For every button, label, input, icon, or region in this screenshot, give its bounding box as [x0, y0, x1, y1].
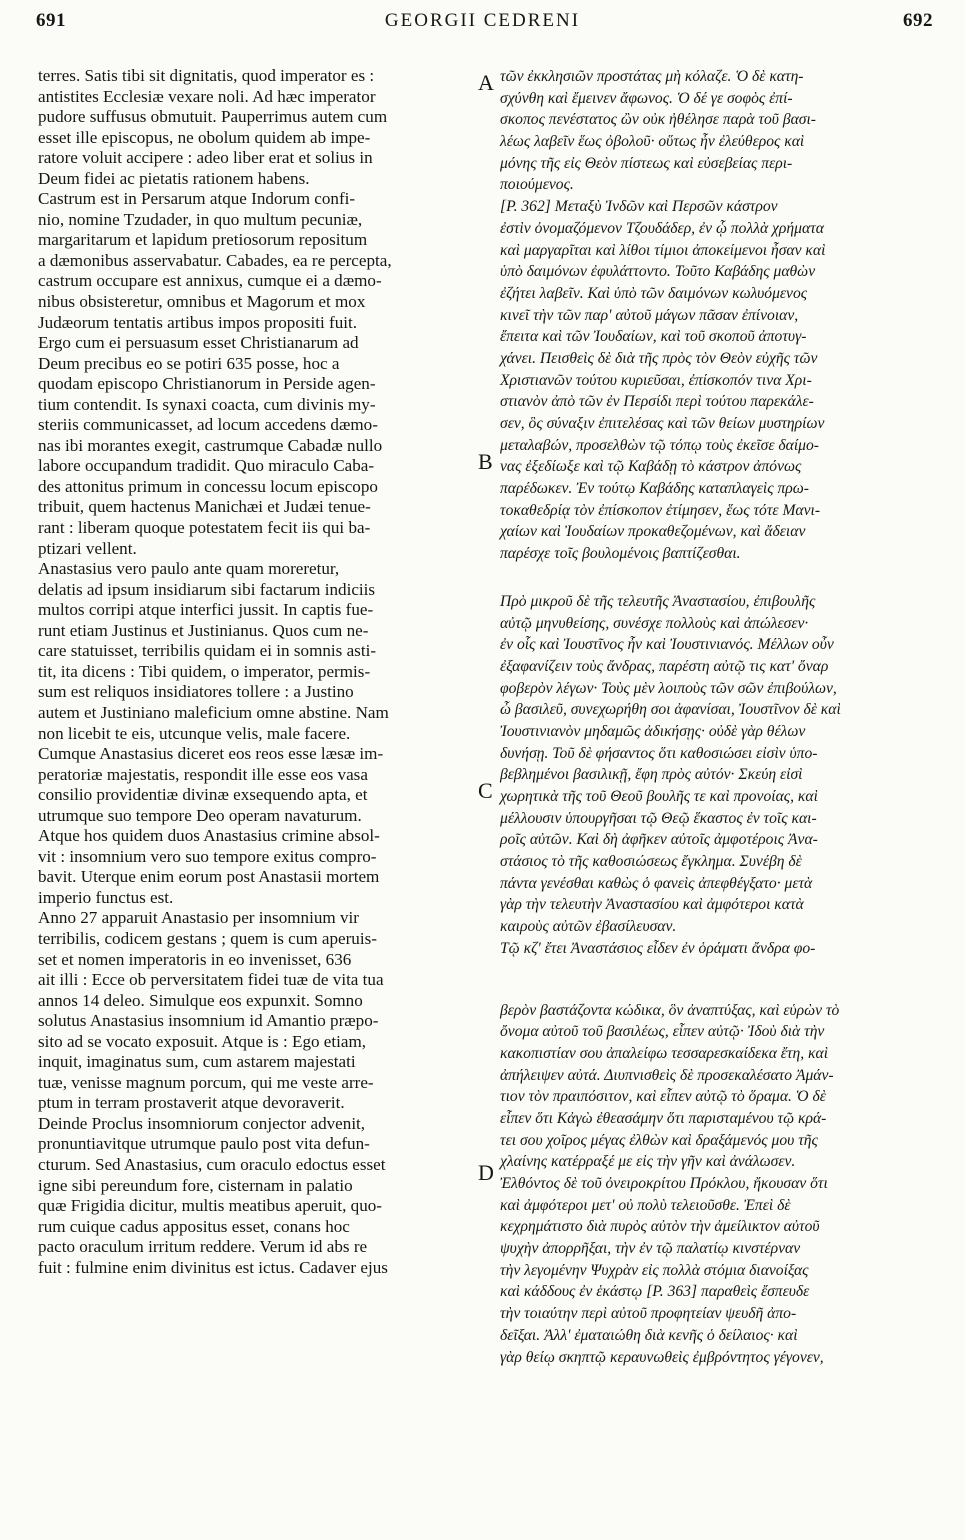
latin-text-line: terribilis, codicem gestans ; quem is cum aperuis- [38, 928, 377, 948]
latin-text-line: multos corripi atque interfici jussit. In captis fue- [38, 600, 374, 620]
latin-text-line: Cumque Anastasius diceret eos reos esse læsæ im- [38, 744, 384, 764]
margin-marker-b: B [478, 449, 493, 474]
latin-text-line: peratoriæ majestatis, respondit ille esse eos vasa [38, 764, 368, 784]
latin-text-line: Ergo cum ei persuasum esset Christianarum ad [38, 333, 359, 353]
latin-text-line: utrumque suo tempore Deo operam navaturum. [38, 805, 362, 825]
greek-text-line: νας ἐξεδίωξε καὶ τῷ Καβάδῃ τὸ κάστρον ἀπόνως [500, 458, 802, 476]
latin-text-line: ratore voluit accipere : adeo liber erat et solius in [38, 148, 373, 168]
latin-text-line: quæ Frigidia dicitur, multis meatibus aperuit, quo- [38, 1196, 382, 1216]
greek-text-line: παρέδωκεν. Ἐν τούτῳ Καβάδης καταπλαγεὶς πρω- [500, 480, 809, 498]
latin-text-line: care statuisset, terribilis quidam ei in somnis asti- [38, 641, 377, 661]
greek-text-line: καὶ μαργαρῖται καὶ λίθοι τίμιοι ἀποκείμενοι ἦσαν καὶ [500, 241, 826, 259]
paragraph-gap [500, 960, 930, 1000]
latin-text-line: esset ille episcopus, ne obolum quidem ab impe- [38, 127, 371, 147]
latin-text-line: autem et Justiniano maleficium omne abstine. Nam [38, 702, 389, 722]
latin-text-line: imperio functus est. [38, 887, 174, 907]
greek-text-line: ὑπὸ δαιμόνων ἐφυλάττοντο. Τοῦτο Καβάδης μαθὼν [500, 263, 816, 281]
greek-text-line: ἐζήτει λαβεῖν. Καὶ ὑπὸ τῶν δαιμόνων κωλυόμενος [500, 284, 808, 302]
greek-text-line: ἔπειτα καὶ τῶν Ἰουδαίων, καὶ τοῦ σκοποῦ ἀποτυγ- [500, 328, 807, 346]
latin-text-line: nio, nomine Tzudader, in quo multum pecuniæ, [38, 209, 363, 229]
greek-text-line: ὄνομα αὐτοῦ τοῦ βασιλέως, εἶπεν αὐτῷ· Ἰδοὺ διὰ τὴν [500, 1023, 825, 1041]
latin-text-line: bavit. Uterque enim eorum post Anastasii mortem [38, 867, 380, 887]
latin-text-line: delatis ad ipsum insidiarum sibi factarum indiciis [38, 579, 376, 599]
latin-text-line: annos 14 deleo. Simulque eos expunxit. Somno [38, 990, 363, 1010]
greek-text-line: ποιούμενος. [500, 176, 574, 194]
greek-column [500, 66, 930, 1368]
latin-text-line: labore occupandum tradidit. Quo miraculo Caba- [38, 456, 375, 476]
latin-text-line: Judæorum tentatis artibus impos propositi fuit. [38, 312, 358, 332]
latin-text-line: a dæmonibus asservabatur. Cabades, ea re percepta, [38, 250, 392, 270]
latin-text-line: pronuntiavitque utrumque paulo post vita defun- [38, 1134, 370, 1154]
latin-text-line: consilio providentiæ divinæ exsequendo apta, et [38, 785, 368, 805]
greek-text-line: δυνήσῃ. Τοῦ δὲ φήσαντος ὅτι καθοσιώσει εἰσὶν ὑπο- [500, 744, 818, 762]
latin-text-line: antistites Ecclesiæ vexare noli. Ad hæc imperator [38, 86, 376, 106]
latin-text-line: set et nomen imperatoris in eo invenisset, 636 [38, 949, 352, 969]
latin-text-line: tium contendit. Is synaxi coacta, cum divinis my- [38, 394, 376, 414]
greek-text-line: δεῖξαι. Ἀλλ' ἐματαιώθη διὰ κενῆς ὁ δείλαιος· καὶ [500, 1326, 798, 1344]
latin-text-line: nibus obsisteretur, omnibus et Magorum et mox [38, 292, 366, 312]
latin-text-line: vit : insomnium vero suo tempore exitus compro- [38, 846, 377, 866]
page-number-right: 692 [903, 10, 933, 31]
page-number-left: 691 [36, 10, 66, 31]
greek-text-line: ψυχὴν ἀπορρῆξαι, τὴν ἐν τῷ παλατίῳ κινστέρναν [500, 1240, 801, 1258]
greek-text-line: Ἐλθόντος δὲ τοῦ ὀνειροκρίτου Πρόκλου, ἤκουσαν ὅτι [500, 1175, 828, 1192]
greek-text-line: μεταλαβών, προσελθὼν τῷ τόπῳ τοὺς ἐκεῖσε δαίμο- [500, 436, 819, 454]
greek-text-line: ὦ βασιλεῦ, συνεχωρήθη σοι ἀφανίσαι, Ἰουστῖνον δὲ καὶ [500, 701, 841, 719]
greek-text-line: μέλλουσιν ὑπουργῆσαι τῷ Θεῷ ἕκαστος ἐν τοῖς και- [500, 809, 817, 827]
greek-text-line: στιανὸν ἀπὸ τῶν ἐν Περσίδι περὶ τούτου παρεκάλε- [500, 393, 814, 411]
greek-text-line: ἐστὶν ὀνομαζόμενον Τζουδάδερ, ἐν ᾧ πολλὰ χρήματα [500, 219, 824, 237]
greek-text-line: Πρὸ μικροῦ δὲ τῆς τελευτῆς Ἀναστασίου, ἐπιβουλῆς [500, 592, 816, 610]
greek-text-line: Ἰουστινιανὸν μηδαμῶς ἀδικήσῃς· οὐδὲ γὰρ θέλων [500, 722, 806, 740]
latin-text-line: nas ibi morantes exegit, castrumque Cabadæ nullo [38, 435, 383, 455]
latin-text-line: Deum fidei ac pietatis rationem habens. [38, 168, 310, 188]
greek-text-line: κινεῖ τὴν τῶν παρ' αὐτοῦ μάγων πᾶσαν ἐπίνοιαν, [500, 306, 799, 324]
greek-text-line: ἐξαφανίζειν τοὺς ἄνδρας, παρέστη αὐτῷ τις κατ' ὄναρ [500, 657, 829, 675]
latin-text-line: des attonitus primum in concessu locum episcopo [38, 476, 378, 496]
greek-text-line: Χριστιανῶν τούτου κυριεῦσαι, ἐπίσκοπόν τινα Χρι- [500, 371, 812, 389]
latin-text-line: tribuit, quem hactenus Manichæi et Judæi tenue- [38, 497, 371, 517]
latin-text-line: sum est reliquos insidiatores tollere : a Justino [38, 682, 354, 702]
greek-text-line: χαίων καὶ Ἰουδαίων προκαθεζομένων, καὶ ἄδειαν [500, 523, 806, 541]
greek-text-line: χλαίνης κατέρραξέ με εἰς τὴν γῆν καὶ ἀνάλωσεν. [500, 1153, 796, 1171]
greek-text-line: χωρητικὰ τῆς τοῦ Θεοῦ βουλῆς τε καὶ προνοίας, καὶ [500, 788, 818, 805]
greek-text-line: τει σου χοῖρος μέγας ἐλθὼν καὶ δραξάμενός μου τῆς [500, 1131, 818, 1149]
latin-text-line: Deinde Proclus insomniorum conjector advenit, [38, 1113, 366, 1133]
latin-text-line: ptizari vellent. [38, 538, 137, 558]
greek-text-line: καὶ κάδδους ἐν ἑκάστῳ [P. 363] παραθεὶς ἔσπευδε [500, 1283, 810, 1301]
greek-text-line: Τῷ κζ' ἔτει Ἀναστάσιος εἶδεν ἐν ὁράματι ἄνδρα φο- [500, 939, 816, 957]
latin-text-line: tuæ, venisse magnum porcum, qui me veste arre- [38, 1072, 374, 1092]
latin-text-line: quodam episcopo Christianorum in Perside agen- [38, 374, 376, 394]
greek-text-line: χάνει. Πεισθεὶς δὲ διὰ τῆς πρὸς τὸν Θεὸν εὐχῆς τῶν [500, 349, 818, 367]
latin-text-line: runt etiam Justinus et Justinianus. Quos cum ne- [38, 620, 369, 640]
greek-text-line: παρέσχε τοῖς βουλομένοις βαπτίζεσθαι. [500, 545, 741, 563]
greek-text-line: μόνης τῆς εἰς Θεὸν πίστεως καὶ εὐσεβείας περι- [500, 154, 793, 172]
margin-marker-d: D [478, 1160, 494, 1185]
latin-text-line: tit, ita dicens : Tibi quidem, o imperator, permis- [38, 661, 371, 681]
greek-text-line: κεχρημάτιστο διὰ πυρὸς αὐτὸν τὴν ἀμείλικτον αὐτοῦ [500, 1218, 820, 1236]
greek-text-line: εἶπεν ὅτι Κἀγὼ ἐθεασάμην ὅτι παρισταμένου τῷ κρά- [500, 1109, 827, 1127]
latin-text-line: igne sibi pereundum fore, cisternam in palatio [38, 1175, 353, 1195]
latin-column [38, 66, 472, 1278]
latin-text-line: Anno 27 apparuit Anastasio per insomnium vir [38, 908, 359, 928]
latin-text-line: non licebit te eis, utcunque velis, male facere. [38, 723, 351, 743]
margin-marker-a: A [478, 70, 494, 95]
greek-text-line: πάντα γενέσθαι καθὼς ὁ φανεὶς ἀπεφθέγξατο· μετὰ [500, 874, 813, 892]
latin-text-line: terres. Satis tibi sit dignitatis, quod imperator es : [38, 66, 375, 85]
latin-text-line: rant : liberam quoque potestatem fecit iis qui ba- [38, 518, 371, 538]
greek-text-line: τιον τὸν πραιπόσιτον, καὶ εἶπεν αὐτῷ τὸ ὅραμα. Ὁ δὲ [500, 1088, 826, 1106]
greek-text-line: βεβλημένοι βασιλικῇ, ἔφη πρὸς αὐτόν· Σκεύη εἰσὶ [500, 766, 803, 784]
latin-text-line: margaritarum et lapidum pretiosorum repositum [38, 230, 368, 250]
latin-text-line: Anastasius vero paulo ante quam moreretur, [38, 559, 340, 579]
greek-text-line: λέως λαβεῖν ἕως ὀβολοῦ· οὕτως ἦν ἐλεύθερος καὶ [500, 133, 805, 151]
latin-text-line: Deum precibus eo se potiri 635 posse, hoc a [38, 353, 340, 373]
greek-text-line: στάσιος τὸ τῆς καθοσιώσεως ἔγκλημα. Συνέβη δὲ [500, 853, 802, 871]
greek-text-line: τοκαθεδρίᾳ τὸν ἐπίσκοπον ἐτίμησεν, ἕως τότε Μανι- [500, 501, 821, 519]
page-header [0, 10, 965, 36]
greek-text-line: γὰρ τὴν τελευτὴν Ἀναστασίου καὶ ἀμφότεροι κατὰ [500, 896, 804, 914]
latin-text-line: sito ad se vocato exposuit. Atque is : Ego etiam, [38, 1031, 367, 1051]
greek-text-line: τὴν τοιαύτην περὶ αὐτοῦ προφητείαν ψευδῆ ἀπο- [500, 1305, 797, 1323]
latin-text-line: ptum in terram prostaverit atque devoraverit. [38, 1093, 345, 1113]
greek-text-line: σκοπος πενέστατος ὢν οὐκ ἠθέλησε παρὰ τοῦ βασι- [500, 111, 816, 129]
greek-text-line: τῶν ἐκκλησιῶν προστάτας μὴ κόλαζε. Ὁ δὲ κατη- [500, 68, 804, 85]
greek-text-line: τὴν λεγομένην Ψυχρὰν εἰς πολλὰ στόμια διανοίξας [500, 1261, 809, 1279]
latin-text-line: inquit, imaginatus sum, cum astarem majestati [38, 1052, 356, 1072]
latin-text-line: solutus Anastasius insomnium id Amantio præpo- [38, 1011, 379, 1031]
latin-text-line: fuit : fulmine enim divinitus est ictus. Cadaver ejus [38, 1257, 388, 1277]
greek-text-line: κακοπιστίαν σου ἀπαλείφω τεσσαρεσκαίδεκα ἔτη, καὶ [500, 1044, 829, 1062]
latin-text-line: cturum. Sed Anastasius, cum oraculo edoctus esset [38, 1154, 386, 1174]
greek-text-line: ροῖς αὐτῶν. Καὶ δὴ ἀφῆκεν αὐτοῖς ἀμφοτέροις Ἀνα- [500, 831, 818, 849]
greek-text-line: αὐτῷ μηνυθείσης, συνέσχε πολλοὺς καὶ ἀπώλεσεν· [500, 614, 809, 632]
latin-text-line: rum cuique cadus appositus esset, conans hoc [38, 1216, 350, 1236]
greek-text-line: γὰρ θείῳ σκηπτῷ κεραυνωθεὶς ἐμβρόντητος γέγονεν, [500, 1348, 824, 1366]
greek-text-line: καὶ ἀμφότεροι μετ' οὐ πολὺ τελειοῦσθε. Ἐπεὶ δὲ [500, 1196, 791, 1214]
latin-text-line: ait illi : Ecce ob perversitatem fidei tuæ de vita tua [38, 970, 384, 990]
latin-text-line: pacto oraculum irritum reddere. Verum id abs re [38, 1237, 368, 1257]
greek-text-line: βερὸν βαστάζοντα κώδικα, ὃν ἀναπτύξας, καὶ εὑρὼν τὸ [500, 1001, 840, 1019]
greek-text-line: ἐν οἷς καὶ Ἰουστῖνος ἦν καὶ Ἰουστινιανός. Μέλλων οὖν [500, 636, 834, 654]
latin-text-line: Castrum est in Persarum atque Indorum confi- [38, 189, 356, 209]
latin-text-line: steriis communicasset, ad locum accedens dæmo- [38, 415, 378, 435]
margin-marker-c: C [478, 778, 493, 803]
greek-text-line: καιροὺς αὐτῶν ἐβασίλευσαν. [500, 918, 677, 936]
greek-text-line: φοβερὸν λέγων· Τοὺς μὲν λοιποὺς τῶν σῶν ἐπιβούλων, [500, 679, 837, 697]
latin-text-line: Atque hos quidem duos Anastasius crimine absol- [38, 826, 380, 846]
paragraph-gap [500, 565, 930, 591]
latin-text-line: pudore suffusus obmutuit. Pauperrimus autem cum [38, 107, 388, 127]
greek-text-line: [P. 362] Μεταξὺ Ἰνδῶν καὶ Περσῶν κάστρον [500, 198, 778, 216]
running-title: GEORGII CEDRENI [384, 10, 581, 31]
greek-text-line: σεν, ὃς σύναξιν ἐπιτελέσας καὶ τῶν θείων μυστηρίων [500, 415, 825, 432]
latin-text-line: castrum occupare est annixus, cumque ei a dæmo- [38, 271, 382, 291]
greek-text-line: ἀπήλειψεν αὐτά. Διυπνισθεὶς δὲ προσεκαλέσατο Ἀμάν- [500, 1066, 834, 1084]
greek-text-line: σχύνθη καὶ ἔμεινεν ἄφωνος. Ὁ δέ γε σοφὸς ἐπί- [500, 89, 793, 107]
